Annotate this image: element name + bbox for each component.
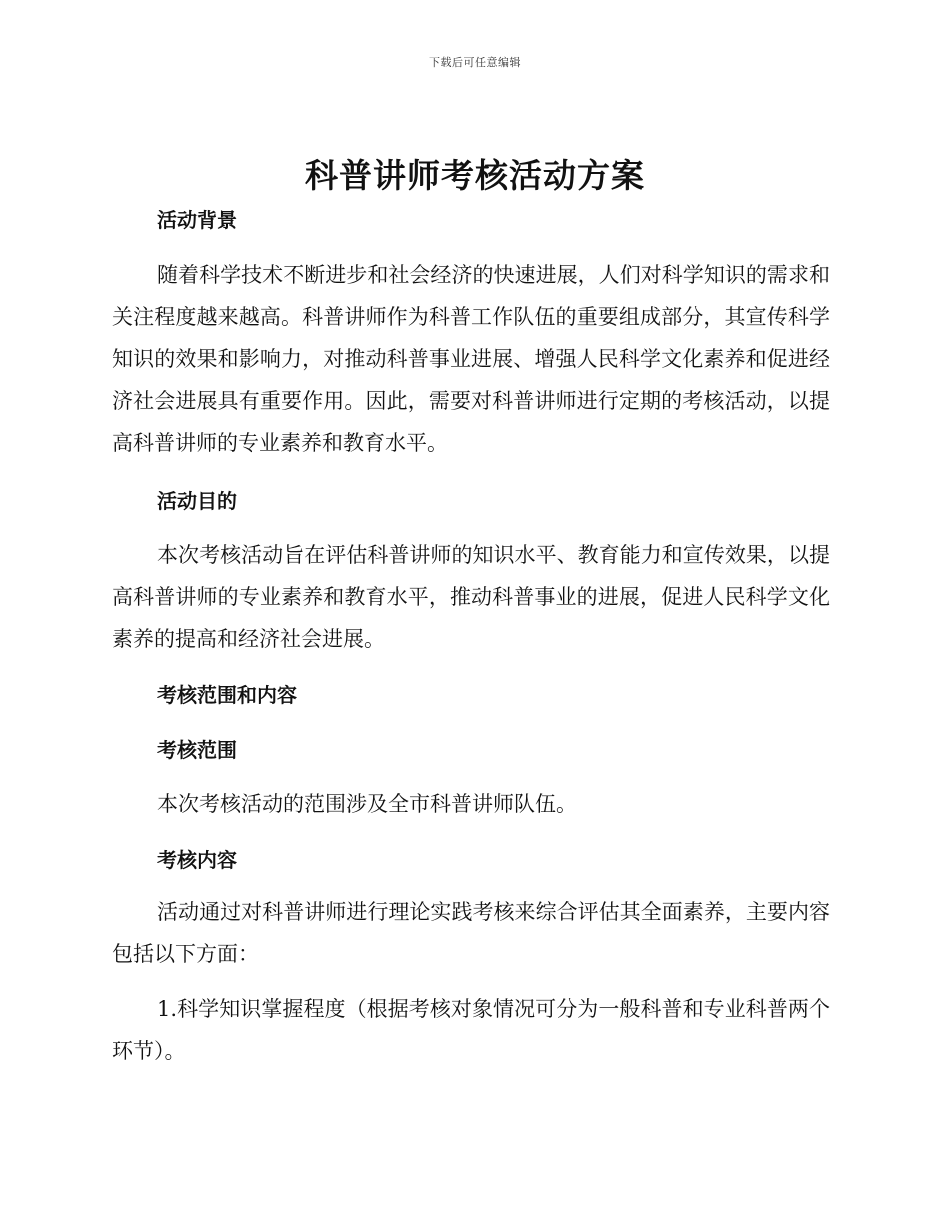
- section-heading-background: 活动背景: [157, 208, 237, 232]
- paragraph-purpose: 本次考核活动旨在评估科普讲师的知识水平、教育能力和宣传效果，以提高科普讲师的专业素养和教育水平，推动科普事业的进展，促进人民科学文化素养的提高和经济社会进展。: [112, 543, 830, 651]
- section-heading-purpose: 活动目的: [157, 489, 237, 513]
- paragraph-background: 随着科学技术不断进步和社会经济的快速进展，人们对科学知识的需求和关注程度越来越高。科普讲师作为科普工作队伍的重要组成部分，其宣传科学知识的效果和影响力，对推动科普事业进展、增强人民科学文化素养和促进经济社会进展具有重要作用。因此，需要对科普讲师进行定期的考核活动，以提高科普讲师的专业素养和教育水平。: [112, 263, 830, 455]
- paragraph-scope: 本次考核活动的范围涉及全市科普讲师队伍。: [157, 792, 577, 816]
- section-heading-content: 考核内容: [157, 848, 237, 872]
- paragraph-content: 活动通过对科普讲师进行理论实践考核来综合评估其全面素养，主要内容包括以下方面：: [112, 900, 830, 966]
- page-header-note: 下载后可任意编辑: [429, 56, 521, 69]
- list-item-1: 1.科学知识掌握程度（根据考核对象情况可分为一般科普和专业科普两个环节）。: [112, 997, 830, 1063]
- section-heading-scope-content: 考核范围和内容: [157, 683, 297, 707]
- document-title: 科普讲师考核活动方案: [305, 156, 645, 195]
- section-heading-scope: 考核范围: [157, 738, 237, 762]
